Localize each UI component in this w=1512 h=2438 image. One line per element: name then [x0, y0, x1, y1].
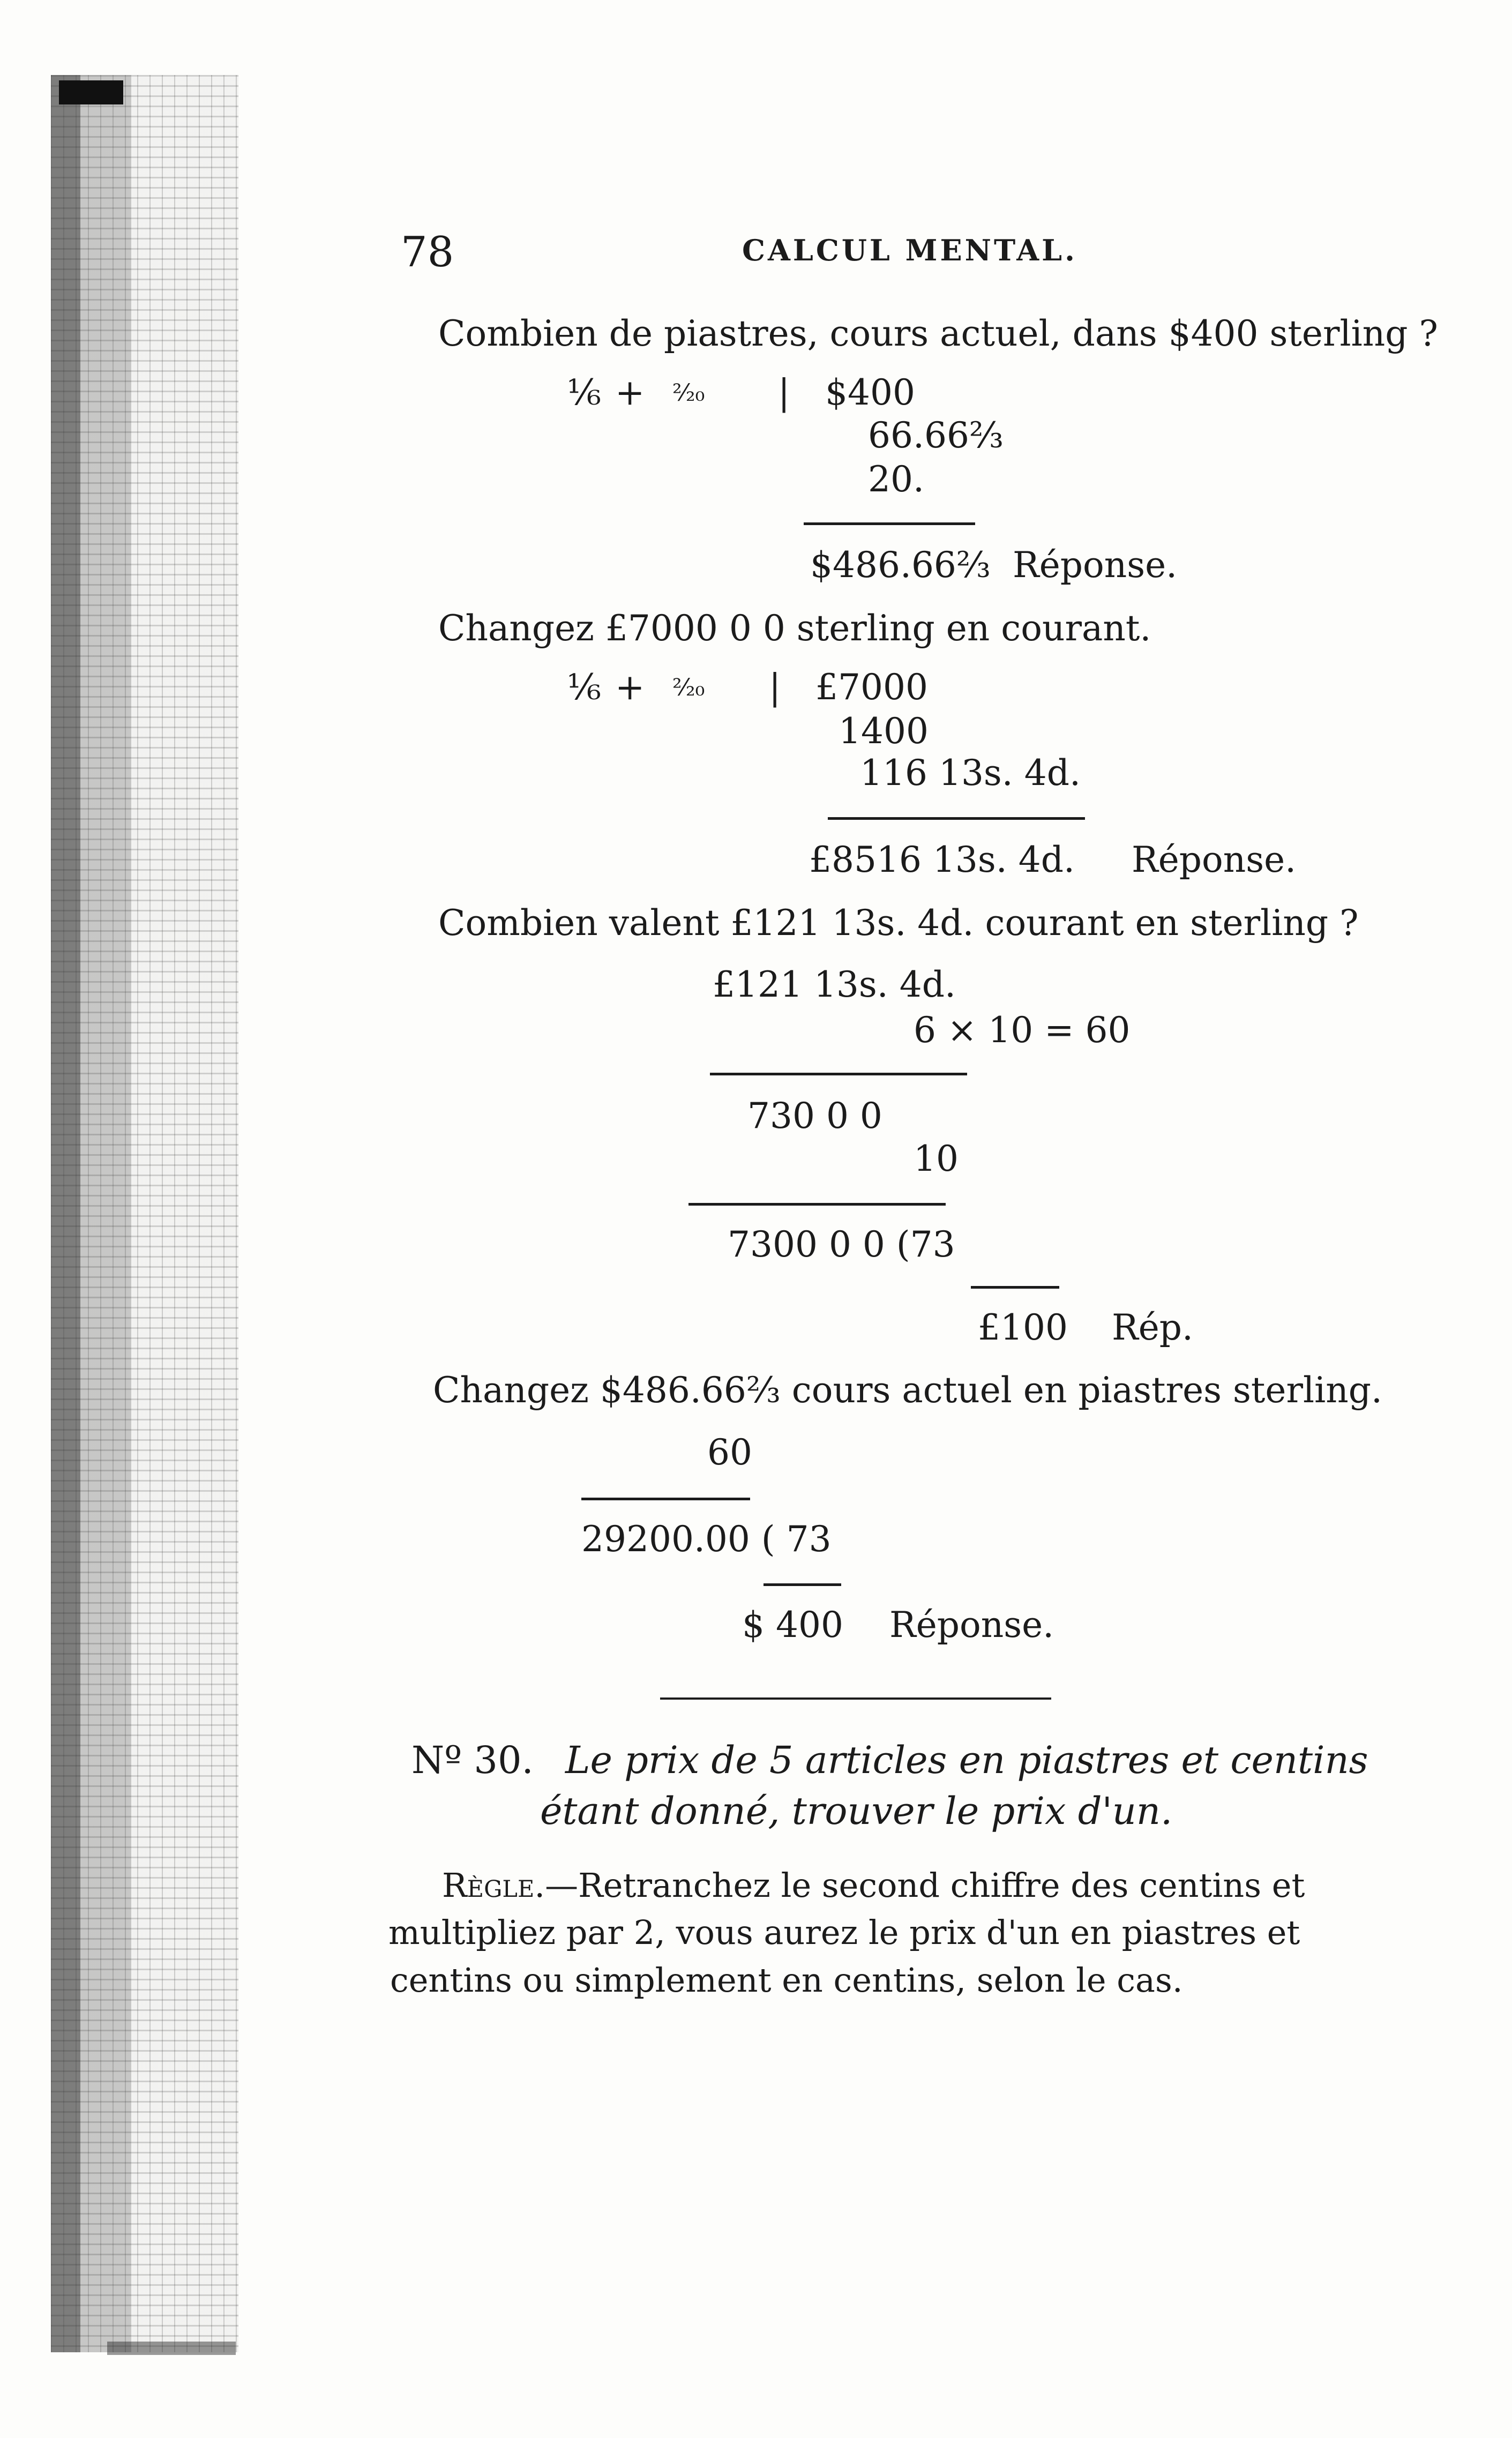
- question-4: Changez $486.66⅔ cours actuel en piastres sterling.: [433, 1370, 1382, 1411]
- rule-paragraph-line-3: centins ou simplement en centins, selon le cas.: [390, 1961, 1183, 2000]
- sum-rule: [828, 817, 1085, 820]
- ex2-line-2: 1400: [839, 711, 929, 752]
- running-title: CALCUL MENTAL.: [742, 233, 1077, 267]
- ex1-line-3: 20.: [868, 459, 924, 500]
- answer-label: Rép.: [1112, 1307, 1193, 1348]
- fraction-twentieth: ²⁄₂₀: [672, 674, 705, 701]
- section-number: Nº 30.: [411, 1738, 534, 1782]
- product-rule: [581, 1498, 750, 1500]
- ex3-line-4: 10: [914, 1138, 959, 1179]
- question-2: Changez £7000 0 0 sterling en courant.: [438, 608, 1151, 649]
- product-rule: [688, 1203, 946, 1206]
- rule-text: —Retranchez le second chiffre des centins et: [545, 1866, 1305, 1905]
- ex2-line-1: £7000: [815, 667, 928, 708]
- answer-label: Réponse.: [1132, 839, 1297, 880]
- question-1: Combien de piastres, cours actuel, dans $400 sterling ?: [438, 313, 1438, 354]
- ex4-line-2: 29200.00 ( 73: [581, 1519, 832, 1560]
- sum-rule: [804, 522, 975, 525]
- answer-label: Réponse.: [889, 1604, 1054, 1646]
- rule-paragraph-line-2: multipliez par 2, vous aurez le prix d'un en piastres et: [388, 1913, 1300, 1952]
- ex2-result: £8516 13s. 4d.: [809, 839, 1075, 880]
- ex3-result: £100: [978, 1307, 1068, 1348]
- section-title-line-2: étant donné, trouver le prix d'un.: [540, 1789, 1173, 1833]
- quotient-rule: [764, 1583, 841, 1586]
- quotient-rule: [971, 1286, 1059, 1289]
- rule-label: Règle.: [442, 1866, 545, 1905]
- ex3-line-1: £121 13s. 4d.: [713, 964, 956, 1005]
- fraction-sixth: ⅙: [567, 372, 601, 413]
- section-separator: [660, 1697, 1051, 1700]
- ex3-line-3: 730 0 0: [747, 1095, 882, 1136]
- question-3: Combien valent £121 13s. 4d. courant en sterling ?: [438, 902, 1359, 944]
- fraction-twentieth: ²⁄₂₀: [672, 379, 705, 407]
- ex2-line-3: 116 13s. 4d.: [860, 752, 1081, 794]
- ex4-result: $ 400: [742, 1604, 843, 1646]
- divider-bar: |: [769, 667, 781, 708]
- rule-paragraph-line-1: [442, 1862, 1305, 1909]
- ex3-line-5: 7300 0 0 (73: [728, 1224, 955, 1265]
- divider-bar: |: [778, 372, 790, 413]
- answer-label: Réponse.: [1013, 544, 1178, 586]
- ex1-line-2: 66.66⅔: [868, 415, 1004, 456]
- fraction-sixth: ⅙: [567, 667, 601, 708]
- ex1-line-1: $400: [825, 372, 915, 413]
- page-number: 78: [401, 228, 454, 276]
- section-title-line-1: Le prix de 5 articles en piastres et centins: [565, 1738, 1368, 1782]
- plus-sign: +: [615, 372, 645, 413]
- product-rule: [710, 1073, 967, 1075]
- ex4-line-1: 60: [707, 1432, 752, 1473]
- ex3-line-2: 6 × 10 = 60: [914, 1009, 1131, 1051]
- ex1-result: $486.66⅔: [810, 544, 991, 586]
- plus-sign: +: [615, 667, 645, 708]
